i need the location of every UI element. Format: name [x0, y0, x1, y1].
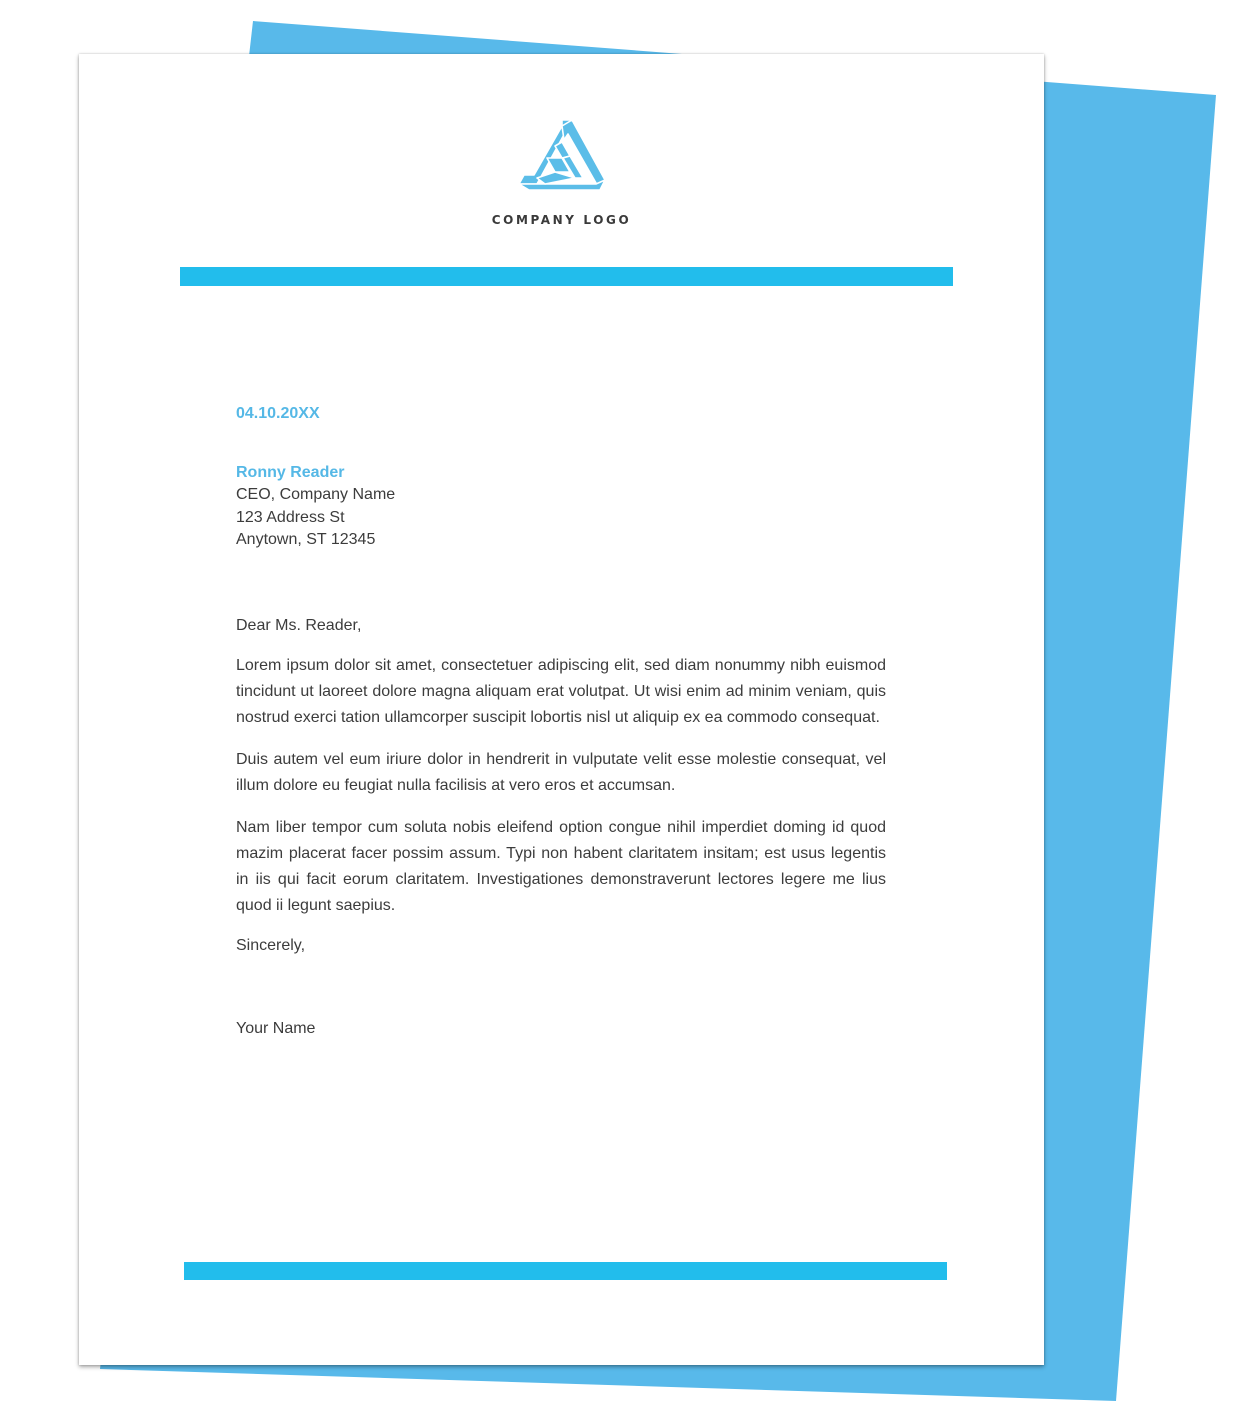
letter-date: 04.10.20XX — [236, 405, 320, 422]
company-logo — [79, 118, 1044, 227]
body-paragraph-3: Nam liber tempor cum soluta nobis eleifend option congue nihil imperdiet doming id quod mazim placerat facer possim assum. Typi non habent claritatem insitam; est usus legentis in iis qui facit eorum claritatem. Investigationes demonstraverunt lectores legere me lius quod ii legunt saepius. — [236, 818, 886, 914]
impossible-triangle-logo-icon — [517, 118, 607, 198]
company-logo-text: COMPANY LOGO — [491, 213, 632, 227]
recipient-title: CEO, Company Name — [236, 486, 396, 503]
footer-accent-bar — [184, 1262, 947, 1280]
body-paragraph-1: Lorem ipsum dolor sit amet, consectetuer adipiscing elit, sed diam nonummy nibh euismod tincidunt ut laoreet dolore magna aliquam erat volutpat. Ut wisi enim ad minim veniam, quis nostrud exerci tation ullamcorper suscipit lobortis nisl ut aliquip ex ea commodo consequat. — [236, 656, 886, 726]
closing: Sincerely, — [236, 936, 306, 954]
letterhead-page — [79, 54, 1044, 1365]
letter-body — [236, 404, 886, 1040]
recipient-name: Ronny Reader — [236, 464, 345, 481]
recipient-address-line2: Anytown, ST 12345 — [236, 531, 376, 548]
signature-name: Your Name — [236, 1019, 316, 1037]
body-paragraph-2: Duis autem vel eum iriure dolor in hendrerit in vulputate velit esse molestie consequat, vel illum dolore eu feugiat nulla facilisis at vero eros et accumsan. — [236, 750, 886, 794]
recipient-address-line1: 123 Address St — [236, 508, 345, 526]
salutation: Dear Ms. Reader, — [236, 616, 362, 634]
header-accent-bar — [180, 267, 953, 286]
